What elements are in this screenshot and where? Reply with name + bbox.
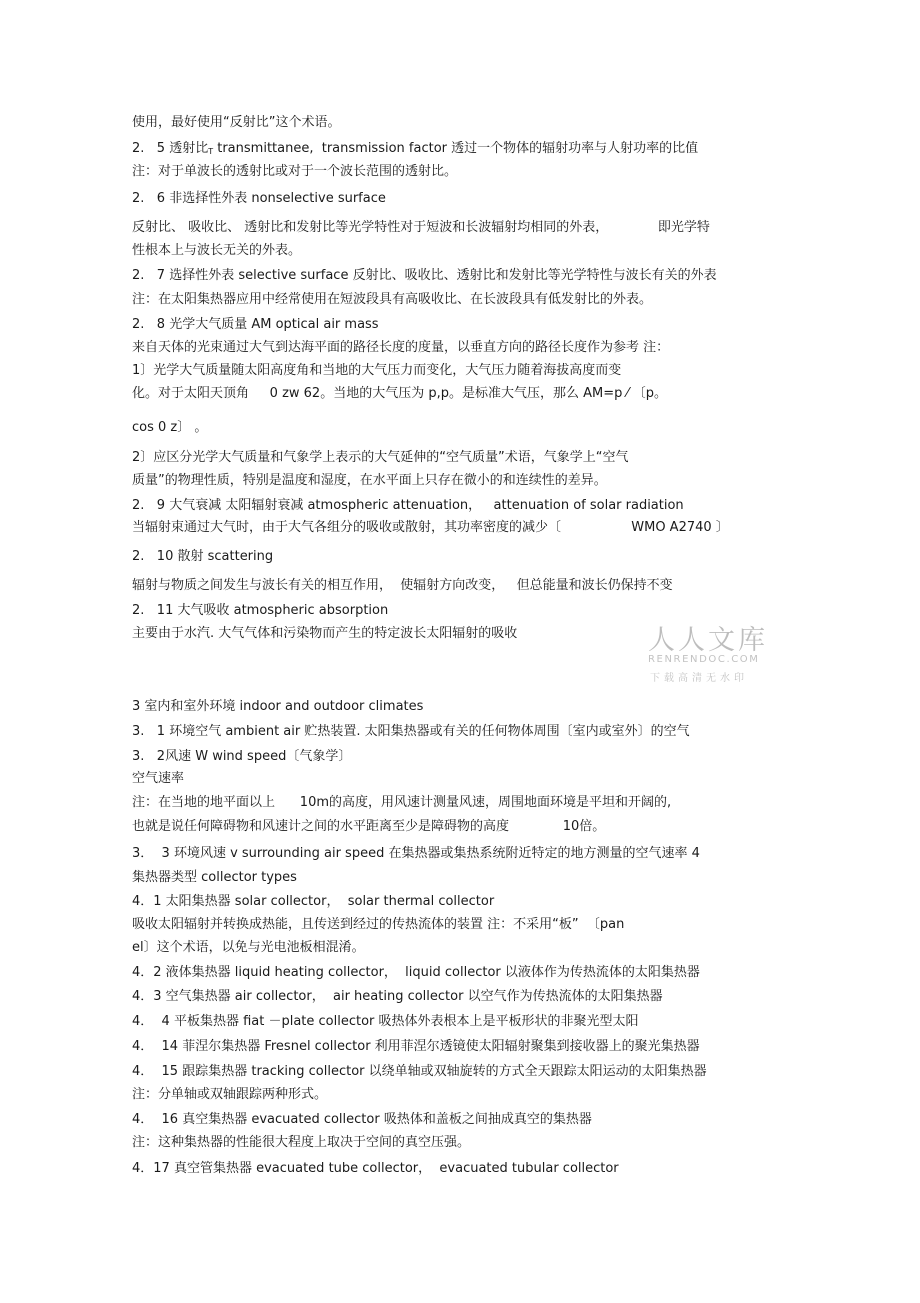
text-line: 2. 8 光学大气质量 AM optical air mass	[132, 317, 379, 332]
text-line: 3. 2风速 W wind speed〔气象学〕	[132, 749, 352, 764]
text-line: 性根本上与波长无关的外表。	[132, 243, 302, 258]
text-line: 2. 11 大气吸收 atmospheric absorption	[132, 603, 389, 618]
text-line: 当辐射束通过大气时，由于大气各组分的吸收或散射，其功率密度的减少〔 WMO A2740 〕	[132, 520, 729, 535]
text-line: 2. 10 散射 scattering	[132, 549, 274, 564]
text-line: 辐射与物质之间发生与波长有关的相互作用， 使辐射方向改变， 但总能量和波长仍保持不变	[132, 578, 673, 593]
text-line: 吸收太阳辐射并转换成热能，且传送到经过的传热流体的装置 注：不采用“板” 〔pan	[132, 917, 625, 932]
text-line: 4． 15 跟踪集热器 tracking collector 以绕单轴或双轴旋转的方式全天跟踪太阳运动的太阳集热器	[132, 1064, 707, 1079]
text-line: 2〕应区分光学大气质量和气象学上表示的大气延伸的“空气质量”术语，气象学上“空气	[132, 450, 629, 465]
text-line-part: 2. 5 透射比	[132, 141, 209, 156]
text-line: 4．3 空气集热器 air collector， air heating collector 以空气作为传热流体的太阳集热器	[132, 989, 663, 1004]
text-line: 注：分单轴或双轴跟踪两种形式。	[132, 1087, 328, 1102]
text-line: 也就是说任何障碍物和风速计之间的水平距离至少是障碍物的高度 10倍。	[132, 819, 606, 834]
text-line: 3 室内和室外环境 indoor and outdoor climates	[132, 699, 424, 714]
text-line: 注：这种集热器的性能很大程度上取决于空间的真空压强。	[132, 1135, 471, 1150]
text-line: 3． 3 环境风速 v surrounding air speed 在集热器或集热系统附近特定的地方测量的空气速率 4	[132, 846, 700, 861]
text-line: 主要由于水汽. 大气气体和污染物而产生的特定波长太阳辐射的吸收	[132, 626, 518, 641]
watermark-tagline: 下载高清无水印	[650, 673, 748, 684]
text-line: 4． 14 菲涅尔集热器 Fresnel collector 利用菲涅尔透镜使太阳辐射聚集到接收器上的聚光集热器	[132, 1039, 700, 1054]
transmittance-symbol: T	[208, 147, 214, 156]
text-line: 4． 16 真空集热器 evacuated collector 吸热体和盖板之间抽成真空的集热器	[132, 1112, 592, 1127]
text-line: 2. 6 非选择性外表 nonselective surface	[132, 191, 386, 206]
text-line: 2. 9 大气衰减 太阳辐射衰减 atmospheric attenuation， attenuation of solar radiation	[132, 498, 684, 513]
text-line: 注：对于单波长的透射比或对于一个波长范围的透射比。	[132, 164, 458, 179]
text-line: cos 0 z〕 。	[132, 420, 208, 435]
text-line: 注：在太阳集热器应用中经常使用在短波段具有高吸收比、在长波段具有低发射比的外表。	[132, 292, 653, 307]
text-line-part: transmittanee, transmission factor 透过一个物体的辐射功率与人射功率的比值	[213, 141, 699, 156]
text-line: 质量”的物理性质，特别是温度和湿度，在水平面上只存在微小的和连续性的差异。	[132, 473, 607, 488]
text-line: 使用，最好使用“反射比”这个术语。	[132, 115, 341, 130]
text-line: 来自天体的光束通过大气到达海平面的路径长度的度量，以垂直方向的路径长度作为参考 注：	[132, 340, 670, 355]
watermark-url: RENRENDOC.COM	[648, 654, 760, 665]
text-line: 注：在当地的地平面以上 10m的高度，用风速计测量风速，周围地面环境是平坦和开阔的,	[132, 795, 672, 810]
text-line: 4．2 液体集热器 liquid heating collector， liquid collector 以液体作为传热流体的太阳集热器	[132, 965, 700, 980]
watermark-title: 人人文库	[648, 625, 768, 656]
text-line: 4． 4 平板集热器 fiat －plate collector 吸热体外表根本上是平板形状的非聚光型太阳	[132, 1014, 639, 1029]
text-line: 3. 1 环境空气 ambient air 贮热装置. 太阳集热器或有关的任何物体周围〔室内或室外〕的空气	[132, 724, 690, 739]
text-line: 1〕光学大气质量随太阳高度角和当地的大气压力而变化，大气压力随着海拔高度而变	[132, 363, 622, 378]
text-line: 集热器类型 collector types	[132, 870, 297, 885]
text-line: 反射比、 吸收比、 透射比和发射比等光学特性对于短波和长波辐射均相同的外表， 即光学特	[132, 220, 710, 235]
text-line: 空气速率	[132, 771, 185, 786]
text-line: el〕这个术语，以免与光电池板相混淆。	[132, 940, 365, 955]
text-line: 4．1 太阳集热器 solar collector， solar thermal collector	[132, 894, 495, 909]
text-line: 化。对于太阳天顶角 0 zw 62。当地的大气压为 p,p。是标准大气压，那么 AM=p ⁄ 〔p。	[132, 386, 668, 401]
text-line: 2. 7 选择性外表 selective surface 反射比、吸收比、透射比和发射比等光学特性与波长有关的外表	[132, 268, 717, 283]
text-line: 4．17 真空管集热器 evacuated tube collector， evacuated tubular collector	[132, 1161, 619, 1176]
watermark	[640, 618, 780, 684]
text-line	[132, 141, 698, 160]
